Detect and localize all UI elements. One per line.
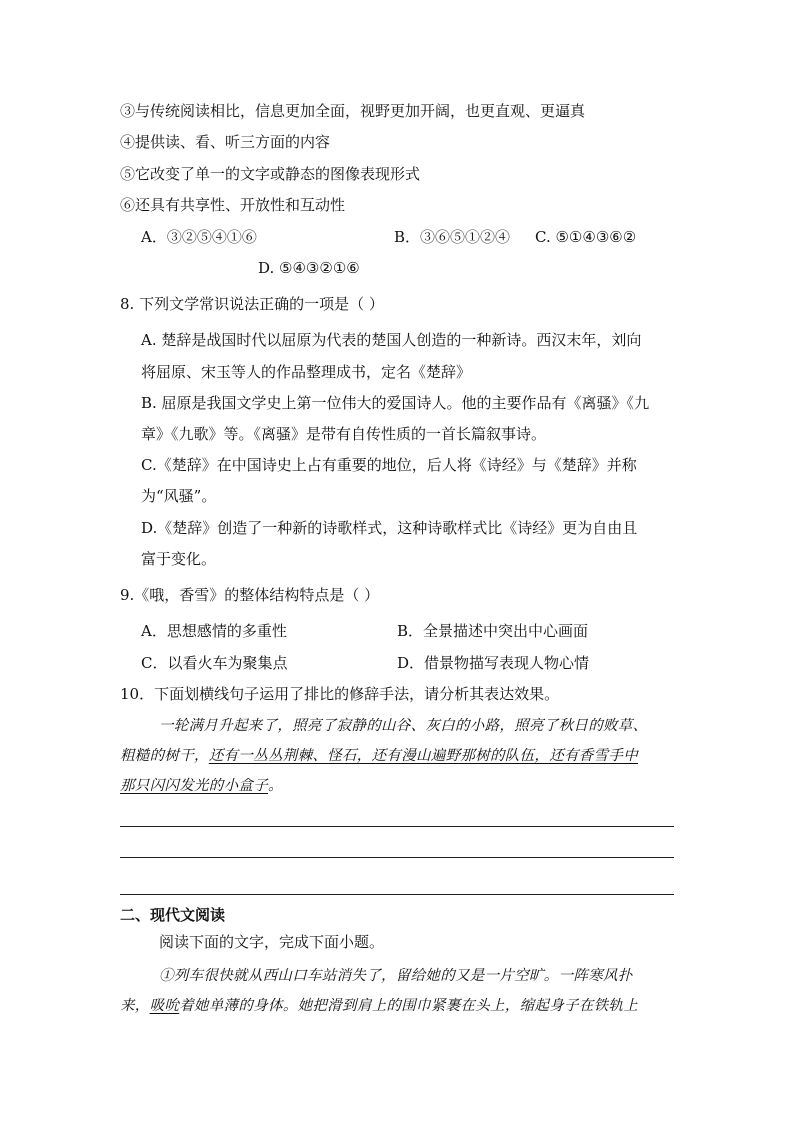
q8-option-c: C.《楚辞》在中国诗史上占有重要的地位，后人将《诗经》与《楚辞》并称: [141, 456, 637, 474]
q8-stem: 8. 下列文学常识说法正确的一项是（ ）: [120, 295, 384, 313]
underlined-word: 吸吮: [149, 998, 180, 1014]
answer-line[interactable]: [120, 826, 674, 827]
q8-option-a: A. 楚辞是战国时代以屈原为代表的楚国人创造的一种新诗。西汉末年，刘向: [141, 331, 642, 349]
q10-passage-line: 一轮满月升起来了，照亮了寂静的山谷、灰白的小路，照亮了秋日的败草、: [159, 718, 648, 734]
q7-option-c: C. ⑤①④③⑥②: [535, 228, 637, 246]
q8-option-b: B. 屈原是我国文学史上第一位伟大的爱国诗人。他的主要作品有《离骚》《九: [141, 394, 650, 412]
q10-underlined-sentence: 还有一丛丛荆棘、怪石，还有漫山遍野那树的队伍，还有香雪手中: [208, 748, 639, 764]
q9-stem: 9.《哦，香雪》的整体结构特点是（ ）: [120, 586, 380, 604]
list-item: ④提供读、看、听三方面的内容: [120, 133, 331, 151]
q9-option-a: A．思想感情的多重性: [141, 622, 287, 640]
answer-line[interactable]: [120, 857, 674, 858]
list-item: ⑤它改变了单一的文字或静态的图像表现形式: [120, 165, 421, 183]
q7-option-b: B．③⑥⑤①②④: [394, 228, 511, 246]
reading-passage-line: [120, 996, 638, 1016]
q8-option-d-cont: 富于变化。: [141, 550, 217, 568]
passage-text: 着她单薄的身体。她把滑到肩上的围巾紧裹在头上，缩起身子在铁轨上: [179, 998, 639, 1014]
q10-passage-line: [120, 746, 638, 766]
q7-option-d: D. ⑤④③②①⑥: [258, 259, 360, 277]
q8-option-b-cont: 章》《九歌》等。《离骚》是带有自传性质的一首长篇叙事诗。: [141, 425, 547, 443]
q10-passage-line: [120, 776, 283, 796]
answer-line[interactable]: [120, 894, 674, 895]
list-item: ⑥还具有共享性、开放性和互动性: [120, 196, 346, 214]
q8-option-c-cont: 为“风骚”。: [141, 487, 217, 505]
q10-passage-text: 粗糙的树干，: [120, 748, 209, 764]
q7-option-a: A．③②⑤④①⑥: [141, 228, 257, 246]
q8-option-d: D.《楚辞》创造了一种新的诗歌样式，这种诗歌样式比《诗经》更为自由且: [141, 519, 638, 537]
q9-option-d: D．借景物描写表现人物心情: [397, 654, 590, 672]
q9-option-b: B．全景描述中突出中心画面: [397, 622, 589, 640]
passage-text: 来，: [120, 998, 150, 1014]
reading-passage-line: ①列车很快就从西山口车站消失了，留给她的又是一片空旷。一阵寒风扑: [159, 968, 633, 984]
list-item: ③与传统阅读相比，信息更加全面，视野更加开阔，也更直观、更逼真: [120, 102, 586, 120]
q10-stem: 10．下面划横线句子运用了排比的修辞手法，请分析其表达效果。: [120, 685, 560, 703]
section-title: 二、现代文阅读: [120, 906, 226, 924]
q8-option-a-cont: 将屈原、宋玉等人的作品整理成书，定名《楚辞》: [141, 363, 472, 381]
q10-underlined-sentence: 那只闪闪发光的小盒子: [120, 778, 268, 794]
section-instruction: 阅读下面的文字，完成下面小题。: [159, 933, 385, 951]
q10-passage-text: 。: [268, 778, 283, 794]
q9-option-c: C．以看火车为聚集点: [141, 654, 288, 672]
